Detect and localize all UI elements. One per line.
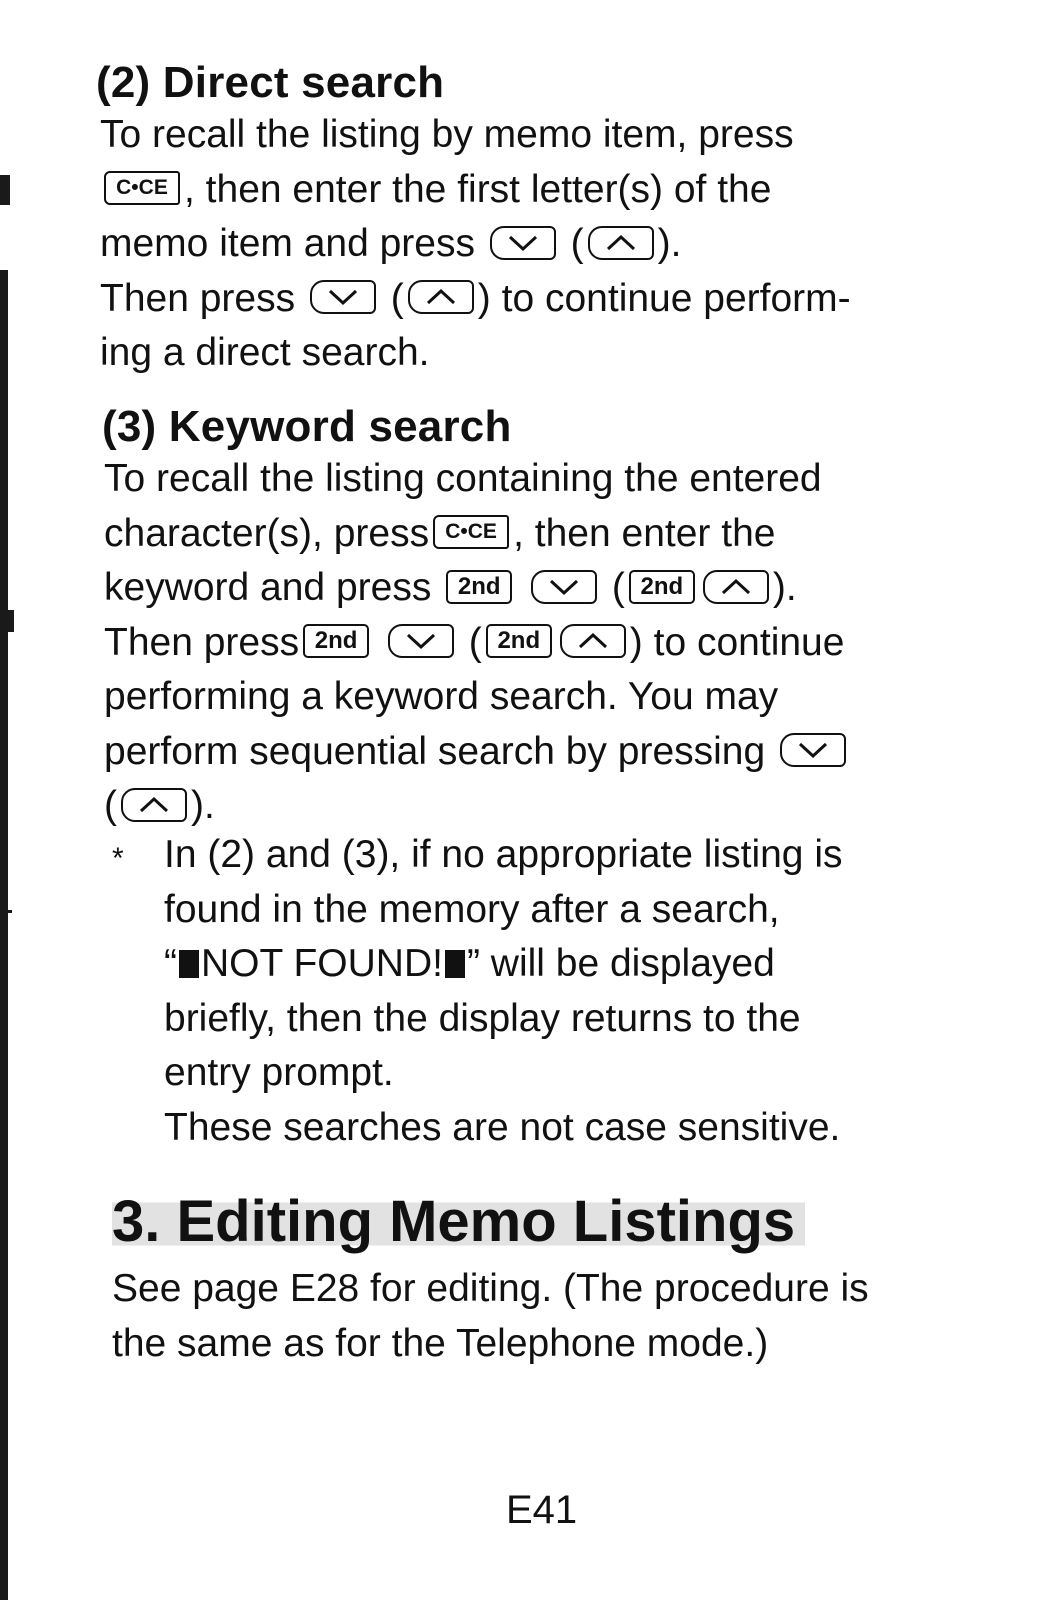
keyword-search-body	[104, 452, 850, 834]
2nd-key-icon: 2nd	[486, 624, 552, 658]
direct-search-line-2: C•CE , then enter the first letter(s) of the	[100, 163, 851, 218]
filled-square-icon	[179, 950, 199, 978]
note-line-4: briefly, then the display returns to the	[164, 996, 801, 1040]
page-number: E41	[506, 1488, 578, 1532]
editing-line-2: the same as for the Telephone mode.)	[112, 1321, 769, 1365]
down-arrow-key-icon	[780, 733, 846, 767]
keyword-search-line-5: performing a keyword search. You may	[104, 675, 779, 718]
direct-search-line-4: Then press ( ) to continue perform-	[100, 276, 851, 320]
down-arrow-key-icon	[531, 570, 597, 604]
keyword-search-line-6: perform sequential search by pressing	[104, 725, 850, 780]
note-line-2: found in the memory after a search,	[164, 887, 780, 931]
keyword-search-line-1: To recall the listing containing the entered	[104, 457, 822, 500]
binding-mark	[0, 610, 14, 632]
note-line-3: “ NOT FOUND! ” will be displayed	[164, 942, 775, 985]
direct-search-body	[100, 108, 851, 381]
c-ce-key-icon: C•CE	[104, 171, 180, 205]
2nd-key-icon: 2nd	[446, 570, 512, 604]
binding-mark	[0, 175, 10, 205]
note-line-5: entry prompt.	[164, 1051, 394, 1094]
binding-edge	[0, 270, 8, 1600]
editing-body	[112, 1262, 869, 1371]
note-asterisk: *	[112, 842, 124, 875]
binding-mark	[0, 910, 12, 913]
2nd-key-icon: 2nd	[629, 570, 695, 604]
direct-search-line-5: ing a direct search.	[100, 331, 430, 374]
direct-search-line-3: memo item and press ( ).	[100, 222, 682, 265]
up-arrow-key-icon	[121, 788, 187, 822]
down-arrow-key-icon	[388, 624, 454, 658]
c-ce-key-icon: C•CE	[433, 515, 509, 549]
editing-memo-listings-heading: 3. Editing Memo Listings	[112, 1188, 805, 1255]
down-arrow-key-icon	[490, 226, 556, 260]
down-arrow-key-icon	[310, 280, 376, 314]
direct-search-heading: (2) Direct search	[96, 58, 445, 107]
2nd-key-icon: 2nd	[303, 624, 369, 658]
up-arrow-key-icon	[560, 624, 626, 658]
filled-square-icon	[445, 950, 465, 978]
keyword-search-line-3: keyword and press 2nd ( 2nd ).	[104, 566, 797, 609]
direct-search-line-1: To recall the listing by memo item, press	[100, 113, 794, 156]
up-arrow-key-icon	[588, 226, 654, 260]
keyword-search-line-4: Then press 2nd ( 2nd ) to continue	[104, 620, 845, 664]
keyword-search-heading: (3) Keyword search	[102, 402, 512, 451]
keyword-search-line-2: character(s), press C•CE , then enter the	[104, 511, 776, 555]
keyword-search-line-7: ( ).	[104, 784, 215, 827]
note-line-6: These searches are not case sensitive.	[164, 1105, 841, 1149]
up-arrow-key-icon	[703, 570, 769, 604]
note-line-1: In (2) and (3), if no appropriate listing is	[164, 833, 843, 876]
editing-line-1: See page E28 for editing. (The procedure is	[112, 1267, 869, 1310]
up-arrow-key-icon	[408, 280, 474, 314]
search-note	[164, 828, 843, 1155]
